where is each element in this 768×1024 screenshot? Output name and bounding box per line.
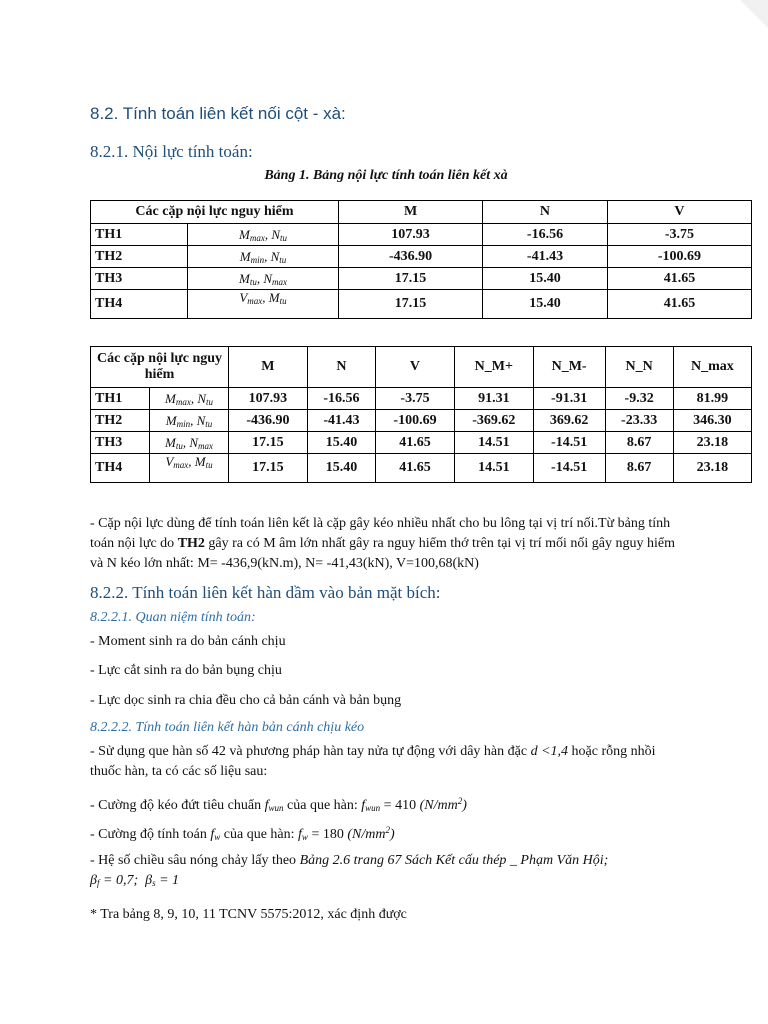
case-cell: TH2 (91, 246, 188, 268)
bullet-axial: - Lực dọc sinh ra chia đều cho cả bản cánh và bản bụng (90, 693, 402, 708)
beta-formula: $\beta_f = 0,7$; $\beta_s = 1$ (90, 873, 180, 888)
table-header: N (483, 201, 608, 224)
text-run: - Hệ số chiều sâu nóng chảy lấy theo (90, 853, 300, 868)
value-cell: 8.67 (605, 454, 673, 483)
value-cell: 17.15 (229, 454, 308, 483)
value-cell: 17.15 (339, 290, 483, 319)
paragraph-welding-method (90, 742, 680, 782)
text-run: = 180 (307, 827, 348, 842)
bullet-shear: - Lực cắt sinh ra do bản bụng chịu (90, 663, 282, 678)
case-cell: TH3 (91, 268, 188, 290)
case-cell: TH1 (91, 224, 188, 246)
section-heading-8-2-1: 8.2.1. Nội lực tính toán: (90, 142, 253, 161)
case-cell: TH4 (91, 454, 150, 483)
value-cell: 346.30 (673, 410, 751, 432)
value-cell: -16.56 (483, 224, 608, 246)
unit-text: (N/mm (419, 798, 458, 813)
table-header: V (607, 201, 751, 224)
case-cell: TH4 (91, 290, 188, 319)
paragraph-penetration-coefficient (90, 851, 680, 893)
value-cell: -91.31 (533, 388, 605, 410)
internal-force-table-1 (90, 200, 752, 319)
table-header: M (339, 201, 483, 224)
value-cell: 369.62 (533, 410, 605, 432)
case-cell: TH2 (91, 410, 150, 432)
text-run: - Sử dụng que hàn số 42 và phương pháp hàn tay nửa tự động với dây hàn đặc (90, 744, 531, 759)
paragraph-force-selection (90, 514, 680, 574)
value-cell: 15.40 (307, 432, 375, 454)
value-cell: 91.31 (454, 388, 533, 410)
paragraph-design-strength: - Cường độ tính toán $f_w$ của que hàn: $f_w = 180$ $(N/mm^2)$ (90, 825, 395, 842)
value-cell: 23.18 (673, 432, 751, 454)
value-cell: 14.51 (454, 454, 533, 483)
value-cell: 15.40 (307, 454, 375, 483)
value-cell: 17.15 (339, 268, 483, 290)
value-cell: 14.51 (454, 432, 533, 454)
value-cell: -14.51 (533, 454, 605, 483)
case-cell: TH3 (91, 432, 150, 454)
case-cell: TH1 (91, 388, 150, 410)
value-cell: -436.90 (229, 410, 308, 432)
text-run: của que hàn: (283, 798, 362, 813)
table-row (91, 410, 752, 432)
value-cell: -369.62 (454, 410, 533, 432)
pair-cell: $M_{max}$, $N_{tu}$ (188, 224, 339, 246)
pair-cell: $M_{tu}$, $N_{max}$ (150, 432, 229, 454)
table-row (91, 454, 752, 483)
text-run: của que hàn: (220, 827, 299, 842)
paragraph-table-reference: * Tra bảng 8, 9, 10, 11 TCNV 5575:2012, xác định được (90, 907, 407, 922)
text-run: = 410 (380, 798, 420, 813)
value-cell: 41.65 (376, 432, 455, 454)
table-row (91, 224, 752, 246)
text-run: - Cặp nội lực dùng để tính toán liên kết là cặp gây kéo nhiều nhất cho bu lông tại vị trí nối.Từ bảng tính toán nội lực do (90, 516, 671, 551)
table-row (91, 246, 752, 268)
pair-cell: $M_{tu}$, $N_{max}$ (188, 268, 339, 290)
page-corner-fold (740, 0, 768, 28)
value-cell: 15.40 (483, 290, 608, 319)
value-cell: 107.93 (229, 388, 308, 410)
value-cell: 8.67 (605, 432, 673, 454)
table-header: Các cặp nội lực nguy hiểm (91, 201, 339, 224)
table-row (91, 268, 752, 290)
italic-text: Bảng 2.6 trang 67 Sách Kết cấu thép _ Phạm Văn Hội; (299, 853, 609, 868)
pair-cell: $V_{max}$, $M_{tu}$ (150, 454, 229, 483)
value-cell: 17.15 (229, 432, 308, 454)
text-run: - Cường độ tính toán (90, 827, 211, 842)
table1-caption: Bảng 1. Bảng nội lực tính toán liên kết xà (264, 168, 508, 183)
value-cell: 81.99 (673, 388, 751, 410)
value-cell: -14.51 (533, 432, 605, 454)
pair-cell: $M_{max}$, $N_{tu}$ (150, 388, 229, 410)
table-header: N_N (605, 347, 673, 388)
section-heading-8-2-2: 8.2.2. Tính toán liên kết hàn dầm vào bản mặt bích: (90, 583, 441, 602)
paragraph-tensile-strength: - Cường độ kéo đứt tiêu chuẩn $f_{wun}$ của que hàn: $f_{wun} = 410$ $(N/mm^2)$ (90, 796, 467, 813)
section-heading-8-2: 8.2. Tính toán liên kết nối cột - xà: (90, 104, 346, 123)
value-cell: -100.69 (607, 246, 751, 268)
internal-force-table-2 (90, 346, 752, 483)
value-cell: -41.43 (307, 410, 375, 432)
table-row (91, 290, 752, 319)
table-header: N_max (673, 347, 751, 388)
text-run: gây ra có M âm lớn nhất gây ra nguy hiểm thớ trên tại vị trí mối nối gây nguy hiểm và N kéo lớn nhất: M= -436,9(kN.m), N= -41,43(kN), V=100,68(kN) (90, 536, 676, 571)
table-row (91, 388, 752, 410)
section-heading-8-2-2-2: 8.2.2.2. Tính toán liên kết hàn bản cánh chịu kéo (90, 720, 365, 735)
value-cell: -436.90 (339, 246, 483, 268)
value-cell: 23.18 (673, 454, 751, 483)
value-cell: 41.65 (376, 454, 455, 483)
table-header-row (91, 201, 752, 224)
value-cell: -9.32 (605, 388, 673, 410)
table-header: N_M- (533, 347, 605, 388)
value-cell: -41.43 (483, 246, 608, 268)
bold-text: TH2 (177, 536, 205, 551)
section-heading-8-2-2-1: 8.2.2.1. Quan niệm tính toán: (90, 610, 256, 625)
text-run: - Cường độ kéo đứt tiêu chuẩn (90, 798, 265, 813)
table-header: N_M+ (454, 347, 533, 388)
value-cell: -100.69 (376, 410, 455, 432)
bullet-moment: - Moment sinh ra do bản cánh chịu (90, 634, 286, 649)
italic-text: d <1,4 (530, 744, 569, 759)
pair-cell: $V_{max}$, $M_{tu}$ (188, 290, 339, 319)
value-cell: -3.75 (607, 224, 751, 246)
table-header: V (376, 347, 455, 388)
value-cell: -23.33 (605, 410, 673, 432)
value-cell: 41.65 (607, 268, 751, 290)
table-header-row (91, 347, 752, 388)
text-run: hoặc rỗng nhồi thuốc hàn, ta có các số liệu sau: (90, 744, 656, 779)
value-cell: -16.56 (307, 388, 375, 410)
table-header: Các cặp nội lực nguy hiểm (91, 347, 229, 388)
table-header: M (229, 347, 308, 388)
value-cell: -3.75 (376, 388, 455, 410)
pair-cell: $M_{min}$, $N_{tu}$ (150, 410, 229, 432)
pair-cell: $M_{min}$, $N_{tu}$ (188, 246, 339, 268)
value-cell: 41.65 (607, 290, 751, 319)
table-row (91, 432, 752, 454)
value-cell: 107.93 (339, 224, 483, 246)
value-cell: 15.40 (483, 268, 608, 290)
table-header: N (307, 347, 375, 388)
